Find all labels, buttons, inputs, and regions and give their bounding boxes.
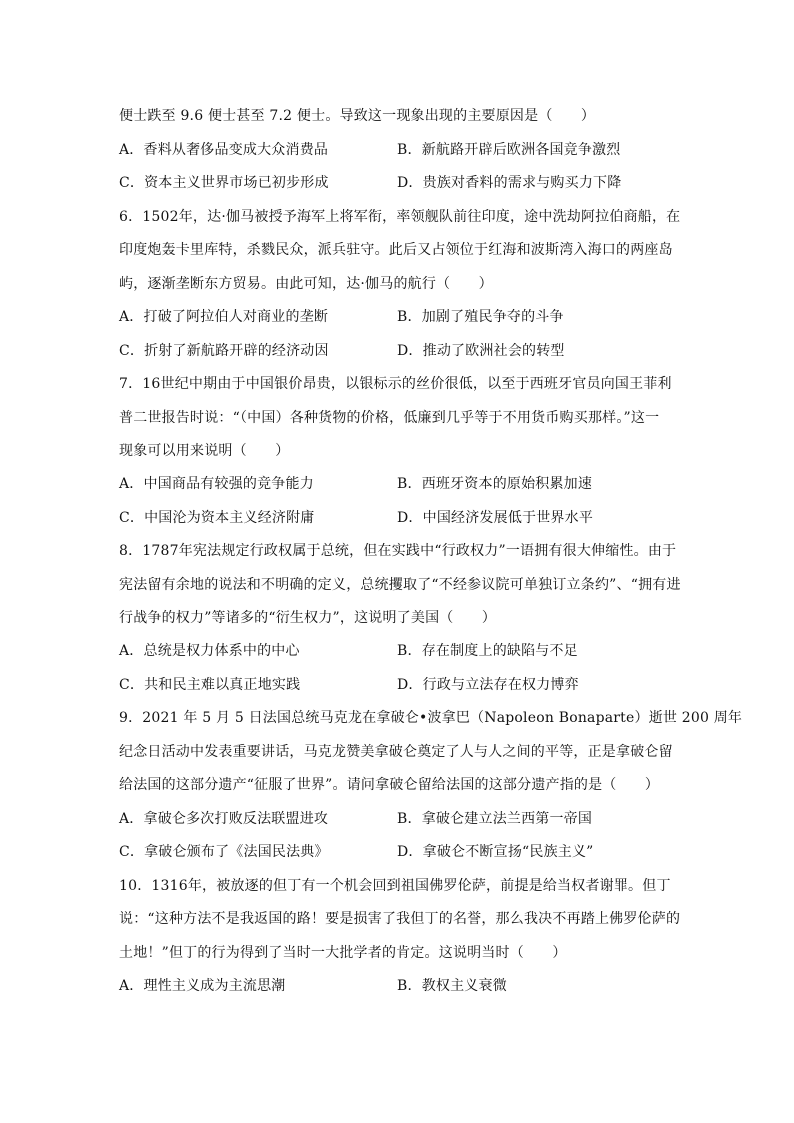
question-5-line-1: 便士跌至 9.6 便士甚至 7.2 便士。导致这一现象出现的主要原因是（ ） [119,108,596,124]
question-9-line-2: 纪念日活动中发表重要讲话，马克龙赞美拿破仑奠定了人与人之间的平等，正是拿破仑留 [119,744,673,760]
question-6-line-2: 印度炮轰卡里库特，杀戮民众，派兵驻守。此后又占领位于红海和波斯湾入海口的两座岛 [119,242,673,258]
question-7-option-c[interactable]: C．中国沦为资本主义经济附庸 [119,510,315,526]
question-10-line-1: 10．1316年，被放逐的但丁有一个机会回到祖国佛罗伦萨，前提是给当权者谢罪。但丁 [119,878,671,894]
question-8-option-d[interactable]: D．行政与立法存在权力博弈 [397,677,579,693]
question-9-option-c[interactable]: C．拿破仑颁布了《法国民法典》 [119,844,329,860]
question-7-line-2: 普二世报告时说：“（中国）各种货物的价格，低廉到几乎等于不用货币购买那样。”这一 [119,410,660,426]
question-8-line-2: 宪法留有余地的说法和不明确的定义，总统攫取了“不经参议院可单独订立条约”、“拥有进 [119,577,681,593]
question-8-option-c[interactable]: C．共和民主难以真正地实践 [119,677,301,693]
question-10-line-3: 土地！”但丁的行为得到了当时一大批学者的肯定。这说明当时（ ） [119,945,567,961]
question-8-option-b[interactable]: B．存在制度上的缺陷与不足 [397,643,578,659]
question-9-option-b[interactable]: B．拿破仑建立法兰西第一帝国 [397,811,593,827]
question-6-option-b[interactable]: B．加剧了殖民争夺的斗争 [397,309,564,325]
question-6-option-c[interactable]: C．折射了新航路开辟的经济动因 [119,343,329,359]
question-7-option-d[interactable]: D．中国经济发展低于世界水平 [397,510,594,526]
question-9-line-1: 9．2021 年 5 月 5 日法国总统马克龙在拿破仑•波拿巴（Napoleon Bonaparte）逝世 200 周年 [119,710,743,726]
question-7-line-3: 现象可以用来说明（ ） [119,443,290,459]
question-7-line-1: 7．16世纪中期由于中国银价昂贵，以银标示的丝价很低，以至于西班牙官员向国王菲利 [119,376,672,392]
question-5-option-a[interactable]: A．香料从奢侈品变成大众消费品 [119,142,329,158]
question-7-option-b[interactable]: B．西班牙资本的原始积累加速 [397,476,593,492]
question-10-option-a[interactable]: A．理性主义成为主流思潮 [119,978,286,994]
question-5-option-c[interactable]: C．资本主义世界市场已初步形成 [119,175,329,191]
question-5-option-b[interactable]: B．新航路开辟后欧洲各国竞争激烈 [397,142,621,158]
question-6-option-d[interactable]: D．推动了欧洲社会的转型 [397,343,565,359]
question-9-option-d[interactable]: D．拿破仑不断宣扬“民族主义” [397,844,594,860]
question-6-line-3: 屿，逐渐垄断东方贸易。由此可知，达·伽马的航行（ ） [119,276,493,292]
question-10-line-2: 说：“这种方法不是我返国的路！要是损害了我但丁的名誉，那么我决不再踏上佛罗伦萨的 [119,911,681,927]
question-8-line-1: 8．1787年宪法规定行政权属于总统，但在实践中“行政权力”一语拥有很大伸缩性。由于 [119,543,677,559]
question-5-option-d[interactable]: D．贵族对香料的需求与购买力下降 [397,175,622,191]
question-10-option-b[interactable]: B．教权主义衰微 [397,978,507,994]
question-6-line-1: 6．1502年，达·伽马被授予海军上将军衔，率领舰队前往印度，途中洗劫阿拉伯商船，在 [119,209,681,225]
question-8-option-a[interactable]: A．总统是权力体系中的中心 [119,643,300,659]
question-9-option-a[interactable]: A．拿破仑多次打败反法联盟进攻 [119,811,329,827]
question-8-line-3: 行战争的权力”等诸多的“衍生权力”，这说明了美国（ ） [119,610,497,626]
question-6-option-a[interactable]: A．打破了阿拉伯人对商业的垄断 [119,309,329,325]
question-9-line-3: 给法国的这部分遗产“征服了世界”。请问拿破仑留给法国的这部分遗产指的是（ ） [119,777,660,793]
question-7-option-a[interactable]: A．中国商品有较强的竞争能力 [119,476,314,492]
